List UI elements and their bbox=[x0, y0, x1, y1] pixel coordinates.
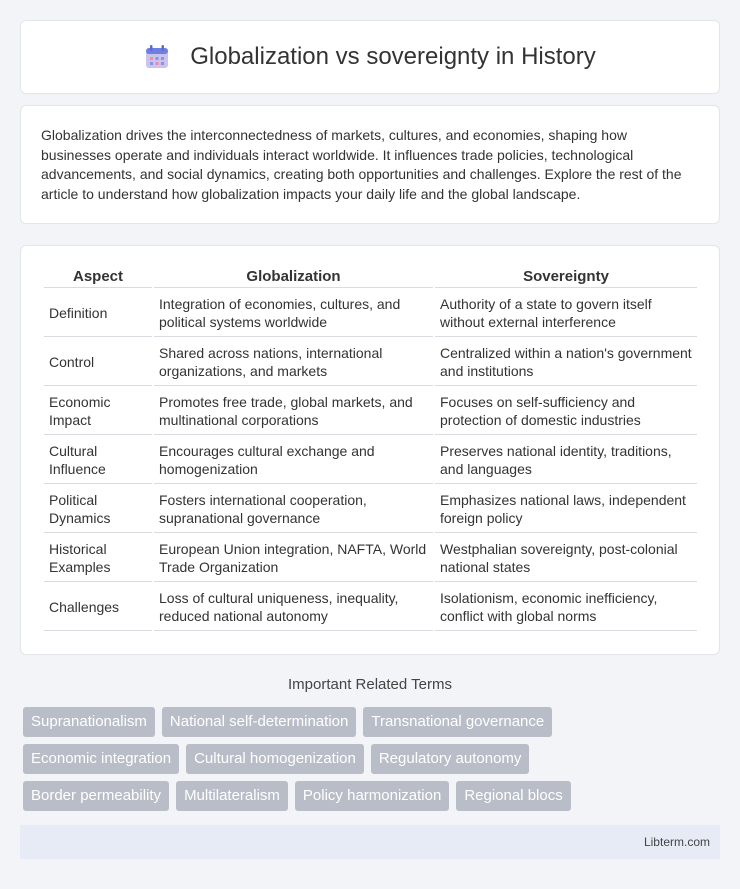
tag-row bbox=[23, 744, 723, 774]
aspect-cell: Political Dynamics bbox=[44, 486, 152, 533]
table-row bbox=[44, 437, 697, 484]
footer-site-link[interactable]: Libterm.com bbox=[643, 835, 710, 849]
related-term-tag[interactable]: Policy harmonization bbox=[295, 781, 449, 811]
sovereignty-cell: Centralized within a nation's government and institutions bbox=[435, 339, 697, 386]
header-card bbox=[20, 20, 720, 94]
aspect-cell: Economic Impact bbox=[44, 388, 152, 435]
aspect-cell: Control bbox=[44, 339, 152, 386]
globalization-cell: Loss of cultural uniqueness, inequality, reduced national autonomy bbox=[154, 584, 433, 631]
related-term-tag[interactable]: Regulatory autonomy bbox=[371, 744, 530, 774]
table-row bbox=[44, 388, 697, 435]
related-term-tag[interactable]: Cultural homogenization bbox=[186, 744, 364, 774]
sovereignty-cell: Westphalian sovereignty, post-colonial national states bbox=[435, 535, 697, 582]
intro-text: Globalization drives the interconnectedness of markets, cultures, and economies, shaping how businesses operate and individuals interact worldwide. It influences trade policies, technological advancements, and social dynamics, creating both opportunities and challenges. Explore the rest of the article to understand how globalization impacts your daily life and the global landscape. bbox=[41, 127, 682, 202]
globalization-cell: European Union integration, NAFTA, World Trade Organization bbox=[154, 535, 433, 582]
table-row bbox=[44, 486, 697, 533]
aspect-cell: Challenges bbox=[44, 584, 152, 631]
aspect-cell: Historical Examples bbox=[44, 535, 152, 582]
column-header-sovereignty: Sovereignty bbox=[435, 268, 697, 288]
globalization-cell: Integration of economies, cultures, and political systems worldwide bbox=[154, 290, 433, 337]
table-row bbox=[44, 290, 697, 337]
related-term-tag[interactable]: Regional blocs bbox=[456, 781, 570, 811]
related-terms-tags bbox=[23, 707, 723, 818]
column-header-globalization: Globalization bbox=[154, 268, 433, 288]
globalization-cell: Encourages cultural exchange and homogenization bbox=[154, 437, 433, 484]
sovereignty-cell: Focuses on self-sufficiency and protection of domestic industries bbox=[435, 388, 697, 435]
globalization-cell: Shared across nations, international organizations, and markets bbox=[154, 339, 433, 386]
aspect-cell: Definition bbox=[44, 290, 152, 337]
globalization-cell: Promotes free trade, global markets, and multinational corporations bbox=[154, 388, 433, 435]
intro-card bbox=[20, 105, 720, 224]
table-header-row bbox=[44, 268, 697, 288]
aspect-cell: Cultural Influence bbox=[44, 437, 152, 484]
related-term-tag[interactable]: Border permeability bbox=[23, 781, 169, 811]
related-term-tag[interactable]: Multilateralism bbox=[176, 781, 288, 811]
comparison-table-card bbox=[20, 245, 720, 655]
comparison-table bbox=[42, 266, 699, 633]
table-row bbox=[44, 339, 697, 386]
table-row bbox=[44, 584, 697, 631]
sovereignty-cell: Preserves national identity, traditions, and languages bbox=[435, 437, 697, 484]
table-row bbox=[44, 535, 697, 582]
sovereignty-cell: Authority of a state to govern itself without external interference bbox=[435, 290, 697, 337]
column-header-aspect: Aspect bbox=[44, 268, 152, 288]
footer bbox=[20, 825, 720, 859]
tag-row bbox=[23, 707, 723, 737]
tag-row bbox=[23, 781, 723, 811]
sovereignty-cell: Isolationism, economic inefficiency, conflict with global norms bbox=[435, 584, 697, 631]
related-term-tag[interactable]: Supranationalism bbox=[23, 707, 155, 737]
related-term-tag[interactable]: National self-determination bbox=[162, 707, 356, 737]
sovereignty-cell: Emphasizes national laws, independent foreign policy bbox=[435, 486, 697, 533]
related-term-tag[interactable]: Economic integration bbox=[23, 744, 179, 774]
page-title: Globalization vs sovereignty in History bbox=[190, 43, 596, 70]
globalization-cell: Fosters international cooperation, supranational governance bbox=[154, 486, 433, 533]
related-term-tag[interactable]: Transnational governance bbox=[363, 707, 552, 737]
related-terms-title: Important Related Terms bbox=[288, 676, 452, 693]
calendar-icon bbox=[144, 44, 170, 70]
